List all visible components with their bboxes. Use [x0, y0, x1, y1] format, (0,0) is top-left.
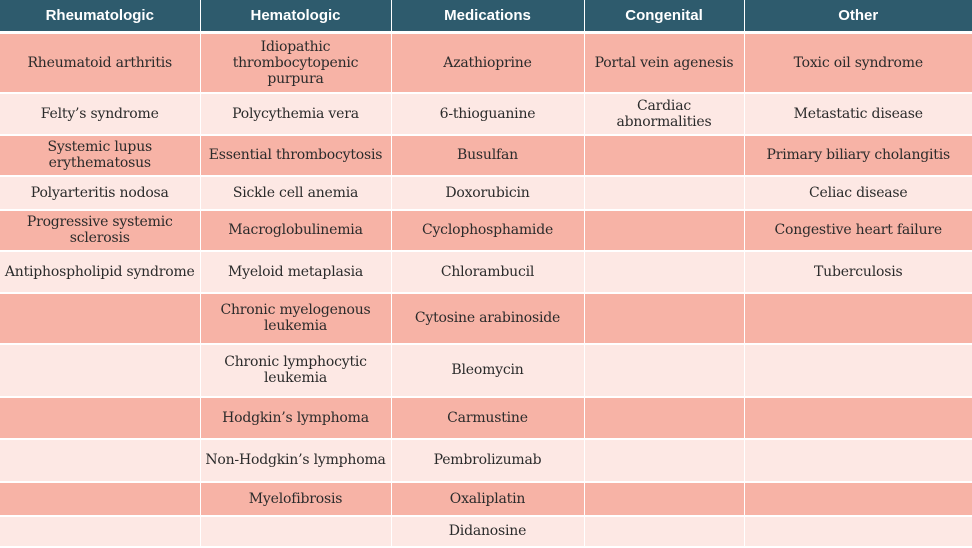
cell-rheumatologic: Rheumatoid arthritis	[0, 33, 200, 93]
cell-other	[744, 344, 972, 397]
cell-hematologic: Hodgkin’s lymphoma	[200, 397, 391, 439]
cell-medications: Bleomycin	[391, 344, 584, 397]
cell-rheumatologic: Progressive systemic sclerosis	[0, 210, 200, 251]
cell-rheumatologic: Systemic lupus erythematosus	[0, 135, 200, 176]
header-medications: Medications	[391, 0, 584, 33]
table-row	[0, 482, 972, 516]
cell-medications: Cytosine arabinoside	[391, 293, 584, 344]
cell-medications: Doxorubicin	[391, 176, 584, 210]
cell-other: Toxic oil syndrome	[744, 33, 972, 93]
cell-hematologic	[200, 516, 391, 547]
table-row	[0, 439, 972, 482]
cell-hematologic: Macroglobulinemia	[200, 210, 391, 251]
cell-medications: Didanosine	[391, 516, 584, 547]
cell-other: Primary biliary cholangitis	[744, 135, 972, 176]
table-row	[0, 176, 972, 210]
header-other: Other	[744, 0, 972, 33]
cell-other: Tuberculosis	[744, 251, 972, 293]
cell-other	[744, 397, 972, 439]
table-row	[0, 93, 972, 135]
cell-congenital	[584, 135, 744, 176]
cell-rheumatologic	[0, 516, 200, 547]
cell-rheumatologic: Felty’s syndrome	[0, 93, 200, 135]
cell-rheumatologic: Polyarteritis nodosa	[0, 176, 200, 210]
cell-hematologic: Myelofibrosis	[200, 482, 391, 516]
cell-medications: Chlorambucil	[391, 251, 584, 293]
header-hematologic: Hematologic	[200, 0, 391, 33]
cell-rheumatologic	[0, 397, 200, 439]
table-row	[0, 210, 972, 251]
cell-congenital: Portal vein agenesis	[584, 33, 744, 93]
cell-rheumatologic	[0, 344, 200, 397]
cell-hematologic: Non-Hodgkin’s lymphoma	[200, 439, 391, 482]
cell-congenital: Cardiac abnormalities	[584, 93, 744, 135]
cell-medications: Pembrolizumab	[391, 439, 584, 482]
cell-congenital	[584, 516, 744, 547]
cell-congenital	[584, 210, 744, 251]
cell-congenital	[584, 251, 744, 293]
cell-medications: 6-thioguanine	[391, 93, 584, 135]
cell-hematologic: Chronic lymphocytic leukemia	[200, 344, 391, 397]
cell-hematologic: Essential thrombocytosis	[200, 135, 391, 176]
cell-congenital	[584, 439, 744, 482]
table-row	[0, 344, 972, 397]
cell-rheumatologic	[0, 293, 200, 344]
header-congenital: Congenital	[584, 0, 744, 33]
header-row	[0, 0, 972, 33]
table-row	[0, 251, 972, 293]
table-row	[0, 293, 972, 344]
cell-hematologic: Chronic myelogenous leukemia	[200, 293, 391, 344]
cell-other	[744, 482, 972, 516]
cell-medications: Busulfan	[391, 135, 584, 176]
cell-medications: Azathioprine	[391, 33, 584, 93]
cell-other	[744, 439, 972, 482]
cell-medications: Oxaliplatin	[391, 482, 584, 516]
cell-hematologic: Sickle cell anemia	[200, 176, 391, 210]
cell-other: Congestive heart failure	[744, 210, 972, 251]
cell-medications: Carmustine	[391, 397, 584, 439]
cell-congenital	[584, 176, 744, 210]
cell-hematologic: Myeloid metaplasia	[200, 251, 391, 293]
cell-rheumatologic	[0, 439, 200, 482]
cell-rheumatologic: Antiphospholipid syndrome	[0, 251, 200, 293]
table-body	[0, 33, 972, 547]
table-row	[0, 33, 972, 93]
header-rheumatologic: Rheumatologic	[0, 0, 200, 33]
cell-congenital	[584, 344, 744, 397]
cell-congenital	[584, 397, 744, 439]
cell-other	[744, 516, 972, 547]
cell-hematologic: Idiopathic thrombocytopenic purpura	[200, 33, 391, 93]
table-row	[0, 135, 972, 176]
table-row	[0, 397, 972, 439]
cell-other: Metastatic disease	[744, 93, 972, 135]
cell-medications: Cyclophosphamide	[391, 210, 584, 251]
cell-hematologic: Polycythemia vera	[200, 93, 391, 135]
cell-other: Celiac disease	[744, 176, 972, 210]
cell-other	[744, 293, 972, 344]
cell-congenital	[584, 293, 744, 344]
cell-congenital	[584, 482, 744, 516]
cell-rheumatologic	[0, 482, 200, 516]
table-row	[0, 516, 972, 547]
